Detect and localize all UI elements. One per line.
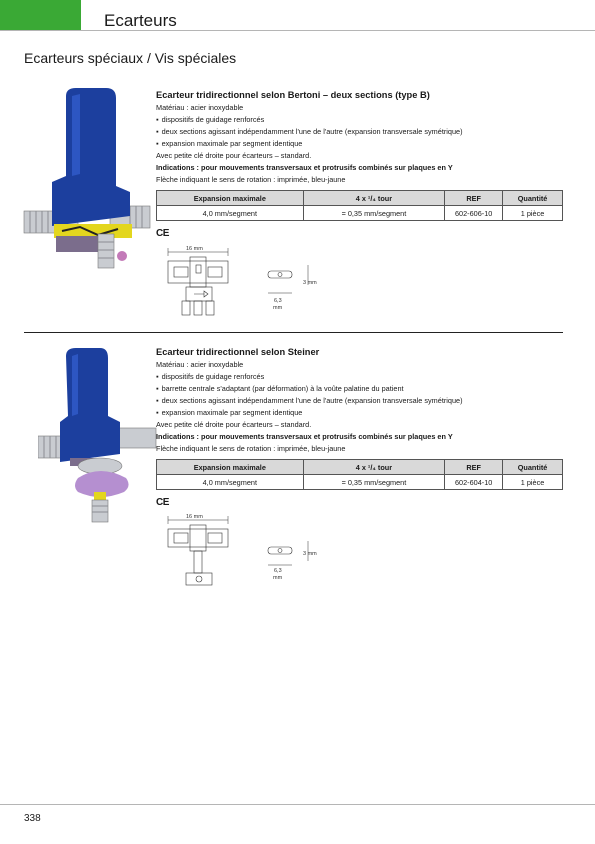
depth-value: 6,3 — [274, 568, 282, 574]
ce-mark-icon: CE — [156, 228, 169, 239]
material-line: Matériau : acier inoxydable — [156, 360, 244, 369]
table-cell: 602-606-10 — [445, 206, 503, 221]
ce-mark-icon: CE — [156, 497, 169, 508]
indications: Indications : pour mouvements transversaux et protrusifs combinés sur plaques en Y — [156, 432, 453, 441]
table-cell: = 0,35 mm/segment — [303, 206, 445, 221]
product-title: Ecarteur tridirectionnel selon Bertoni – deux sections (type B) — [156, 90, 430, 100]
spec-table-header — [157, 460, 563, 475]
product-divider — [24, 332, 563, 333]
feature-bullet: ▪ expansion maximale par segment identique — [156, 407, 563, 419]
key-note: Avec petite clé droite pour écarteurs – standard. — [156, 420, 312, 429]
arrow-note: Flèche indiquant le sens de rotation : imprimée, bleu-jaune — [156, 175, 346, 184]
depth-value: 6,3 — [274, 298, 282, 304]
depth-unit: mm — [273, 575, 283, 581]
spec-table — [156, 459, 563, 490]
header-cell: 4 x ¹/₄ tour — [303, 460, 445, 475]
footer-divider — [0, 804, 595, 805]
page-number: 338 — [24, 813, 41, 824]
header-divider — [0, 30, 595, 31]
table-cell: 4,0 mm/segment — [157, 206, 304, 221]
header-cell: REF — [445, 460, 503, 475]
table-cell: 1 pièce — [503, 206, 563, 221]
table-cell: 1 pièce — [503, 475, 563, 490]
table-cell: = 0,35 mm/segment — [303, 475, 445, 490]
page-header-title: Ecarteurs — [104, 11, 177, 30]
feature-bullet: ▪ dispositifs de guidage renforcés — [156, 371, 563, 383]
arrow-note: Flèche indiquant le sens de rotation : imprimée, bleu-jaune — [156, 444, 346, 453]
product-title: Ecarteur tridirectionnel selon Steiner — [156, 347, 320, 357]
header-cell: Quantité — [503, 191, 563, 206]
height-label: 3 mm — [303, 280, 317, 286]
spec-table-header — [157, 191, 563, 206]
width-label: 16 mm — [186, 246, 203, 252]
product-steiner — [156, 347, 563, 490]
width-label: 16 mm — [186, 514, 203, 520]
feature-bullet: ▪ deux sections agissant indépendamment l'une de l'autre (expansion transversale symétrique) — [156, 395, 563, 407]
feature-bullet: ▪ barrette centrale s'adaptant (par déformation) à la voûte palatine du patient — [156, 383, 563, 395]
feature-bullet: ▪ expansion maximale par segment identique — [156, 138, 563, 150]
feature-bullet: ▪ dispositifs de guidage renforcés — [156, 114, 563, 126]
product-bertoni — [156, 90, 563, 221]
feature-bullet: ▪ deux sections agissant indépendamment l'une de l'autre (expansion transversale symétrique) — [156, 126, 563, 138]
header-cell: 4 x ¹/₄ tour — [303, 191, 445, 206]
technical-drawing-bertoni — [160, 243, 330, 321]
brand-color-tab — [0, 0, 81, 30]
header-cell: Quantité — [503, 460, 563, 475]
key-note: Avec petite clé droite pour écarteurs – standard. — [156, 151, 312, 160]
section-title: Ecarteurs spéciaux / Vis spéciales — [24, 50, 237, 66]
indications: Indications : pour mouvements transversaux et protrusifs combinés sur plaques en Y — [156, 163, 453, 172]
header-cell: REF — [445, 191, 503, 206]
product-photo-bertoni — [22, 86, 152, 272]
technical-drawing-steiner — [160, 511, 330, 589]
product-photo-steiner — [38, 346, 158, 530]
header-cell: Expansion maximale — [157, 460, 304, 475]
table-cell: 602-604-10 — [445, 475, 503, 490]
table-cell: 4,0 mm/segment — [157, 475, 304, 490]
table-row — [157, 206, 563, 221]
header-cell: Expansion maximale — [157, 191, 304, 206]
spec-table — [156, 190, 563, 221]
height-label: 3 mm — [303, 551, 317, 557]
depth-unit: mm — [273, 305, 283, 311]
table-row — [157, 475, 563, 490]
material-line: Matériau : acier inoxydable — [156, 103, 244, 112]
